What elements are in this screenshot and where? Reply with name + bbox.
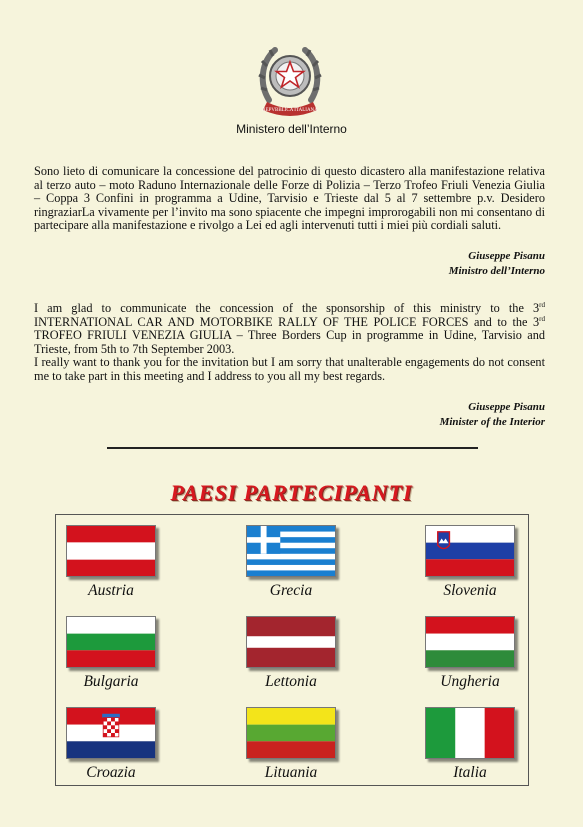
english-letter-paragraph-1	[34, 302, 545, 356]
signature-title: Ministro dell’Interno	[448, 265, 545, 277]
country-cell-croatia	[46, 707, 176, 781]
slovenia-flag-icon	[425, 525, 515, 577]
hungary-flag-icon	[425, 616, 515, 668]
greece-flag-icon	[246, 525, 336, 577]
country-cell-greece	[226, 525, 356, 599]
divider	[107, 447, 478, 449]
country-cell-hungary	[405, 616, 535, 690]
italian-letter-text: Sono lieto di comunicare la concessione del patrocinio di questo dicastero alla manifestazione relativa al terzo auto – moto Raduno Internazionale delle Forze di Polizia – Terzo Trofeo Friuli Venezia Giulia – Coppa 3 Confini in programma a Udine, Tarvisio e Trieste dal 5 al 7 settembre p.v. Desidero ringraziarLa vivamente per l’invito ma sono spiacente che impegni improrogabili non mi consentano di partecipare alla manifestazione e rivolgo a Lei ed agli intervenuti tutti i miei più cordiali saluti.	[34, 164, 545, 233]
country-name: Austria	[88, 582, 134, 599]
country-cell-slovenia	[405, 525, 535, 599]
flags-grid	[55, 514, 529, 786]
italy-flag-icon	[425, 707, 515, 759]
country-name: Ungheria	[440, 673, 500, 690]
english-letter-paragraph-2: I really want to thank you for the invitation but I am sorry that unalterable engagements do not consent me to take part in this meeting and I address to you all my best regards.	[34, 355, 545, 383]
country-cell-austria	[46, 525, 176, 599]
country-cell-latvia	[226, 616, 356, 690]
croatia-flag-icon	[66, 707, 156, 759]
english-text-part: I am glad to communicate the concession of the sponsorship of this ministry to the 3	[34, 301, 540, 315]
english-text-part: INTERNATIONAL CAR AND MOTORBIKE RALLY OF THE POLICE FORCES and to the 3	[34, 314, 540, 329]
english-letter-body	[34, 302, 545, 384]
italian-letter-body	[34, 165, 545, 233]
signature-name: Giuseppe Pisanu	[468, 401, 545, 413]
english-signature	[440, 400, 545, 430]
country-cell-bulgaria	[46, 616, 176, 690]
ordinal-suffix: rd	[539, 300, 545, 309]
bulgaria-flag-icon	[66, 616, 156, 668]
ministry-name: Ministero dell’Interno	[236, 122, 347, 136]
english-text-part: TROFEO FRIULI VENEZIA GIULIA – Three Borders Cup in programme in Udine, Tarvisio and Trieste, from 5th to 7th September 2003.	[34, 328, 545, 356]
country-name: Italia	[453, 764, 487, 781]
country-name: Lettonia	[265, 673, 317, 690]
latvia-flag-icon	[246, 616, 336, 668]
country-name: Grecia	[269, 582, 313, 599]
italian-signature	[449, 249, 545, 279]
participants-heading: PAESI PARTECIPANTI	[170, 480, 413, 505]
country-cell-lithuania	[226, 707, 356, 781]
ordinal-suffix: rd	[539, 314, 545, 323]
signature-title: Minister of the Interior	[439, 416, 545, 428]
italian-republic-emblem-icon	[255, 40, 325, 118]
signature-name: Giuseppe Pisanu	[468, 250, 545, 262]
country-name: Lituania	[264, 764, 318, 781]
lithuania-flag-icon	[246, 707, 336, 759]
svg-text:REPVBBLICA ITALIANA: REPVBBLICA ITALIANA	[262, 108, 318, 113]
country-name: Slovenia	[443, 582, 497, 599]
austria-flag-icon	[66, 525, 156, 577]
country-name: Bulgaria	[83, 673, 139, 690]
country-cell-italy	[405, 707, 535, 781]
country-name: Croazia	[86, 764, 136, 781]
